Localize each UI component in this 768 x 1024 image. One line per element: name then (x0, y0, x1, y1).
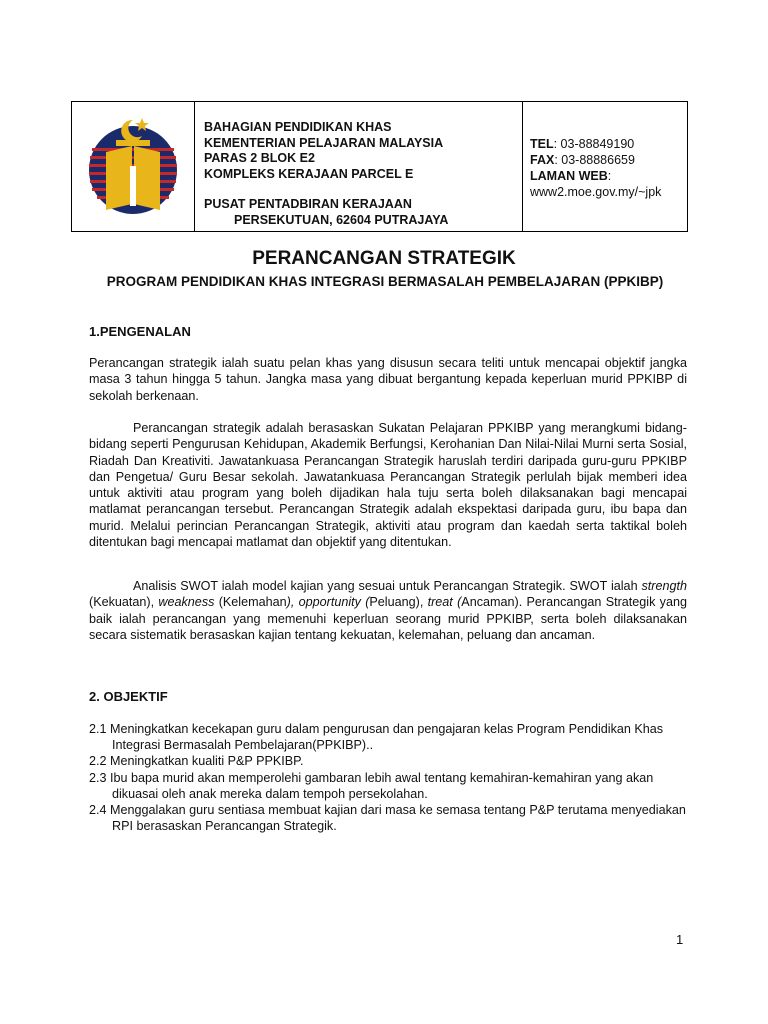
paragraph-intro: Perancangan strategik ialah suatu pelan khas yang disusun secara teliti untuk mencapai objektif jangka masa 3 tahun hingga 5 tahun. Jangka masa yang dibuat bergantung kepada keperluan murid PPKIBP di sekolah berkenaan. (89, 356, 687, 403)
web-url[interactable]: www2.moe.gov.my/~jpk (530, 185, 662, 199)
objective-item: 2.4 Menggalakan guru sentiasa membuat kajian dari masa ke semasa tentang P&P terutama menyediakan RPI berasaskan Perancangan Strategik. (89, 803, 686, 834)
tel-line: TEL: 03-88849190 (530, 137, 635, 151)
section-heading-pengenalan: 1.PENGENALAN (89, 324, 191, 339)
address-line: PUSAT PENTADBIRAN KERAJAAN (204, 197, 412, 212)
document-subtitle: PROGRAM PENDIDIKAN KHAS INTEGRASI BERMASALAH PEMBELAJARAN (PPKIBP) (106, 274, 664, 289)
address-line: BAHAGIAN PENDIDIKAN KHAS (204, 120, 392, 134)
paragraph-sukatan: Perancangan strategik adalah berasaskan Sukatan Pelajaran PPKIBP yang merangkumi bidang-bidang seperti Pengurusan Kehidupan, Akademik Berfungsi, Kerohanian Dan Nilai-Nilai Murni serta Sosial, Riadah Dan Kreativiti. Jawatankuasa Perancangan Strategik haruslah terdiri daripada guru-guru PPKIBP dan Pengetua/ Guru Besar sekolah. Jawatankuasa Perancangan Strategik perlulah bijak memberi idea untuk aktiviti atau program yang boleh dijadikan hala tuju serta boleh dilaksanakan bagi mencapai matlamat perancangan tersebut. Perancangan Strategik adalah ekspektasi daripada guru, ibu bapa dan murid. Melalui perincian Perancangan Strategik, aktiviti atau program dan kaedah serta taktikal boleh ditentukan bagi mencapai matlamat dan objektif yang ditentukan. (89, 421, 687, 550)
letterhead-table (71, 101, 688, 232)
fax-line: FAX: 03-88886659 (530, 153, 635, 167)
ministry-logo-icon (86, 108, 180, 226)
objective-item: 2.1 Meningkatkan kecekapan guru dalam pengurusan dan pengajaran kelas Program Pendidikan Khas Integrasi Bermasalah Pembelajaran(PPKIBP).. (89, 722, 664, 753)
address-cell (194, 102, 523, 231)
paragraph-swot: Analisis SWOT ialah model kajian yang sesuai untuk Perancangan Strategik. SWOT ialah strength (Kekuatan), weakness (Kelemahan), opportunity (Peluang), treat (Ancaman). Perancangan Strategik yang baik ialah perancangan yang memenuhi keperluan seorang murid PPKIBP, serta boleh dilaksanakan secara sistematik berasaskan kajian tentang kekuatan, kelemahan, peluang dan ancaman. (89, 579, 687, 642)
address-line: PARAS 2 BLOK E2 (204, 151, 315, 166)
objective-item: 2.2 Meningkatkan kualiti P&P PPKIBP. (89, 754, 304, 769)
document-title: PERANCANGAN STRATEGIK (252, 248, 516, 269)
objective-item: 2.3 Ibu bapa murid akan memperolehi gambaran lebih awal tentang kemahiran-kemahiran yang akan dikuasai oleh anak mereka dalam tempoh persekolahan. (89, 770, 654, 801)
objective-list (89, 721, 689, 834)
contact-info (530, 136, 661, 200)
logo-cell (72, 102, 195, 231)
section-heading-objektif: 2. OBJEKTIF (89, 689, 168, 704)
address-line: KOMPLEKS KERAJAAN PARCEL E (204, 166, 414, 181)
address-line: PERSEKUTUAN, 62604 PUTRAJAYA (234, 212, 449, 227)
page-number: 1 (676, 932, 684, 947)
web-line: LAMAN WEB: (530, 169, 612, 183)
address-line: KEMENTERIAN PELAJARAN MALAYSIA (204, 135, 444, 150)
ministry-address (204, 120, 448, 229)
contact-cell (522, 102, 687, 231)
